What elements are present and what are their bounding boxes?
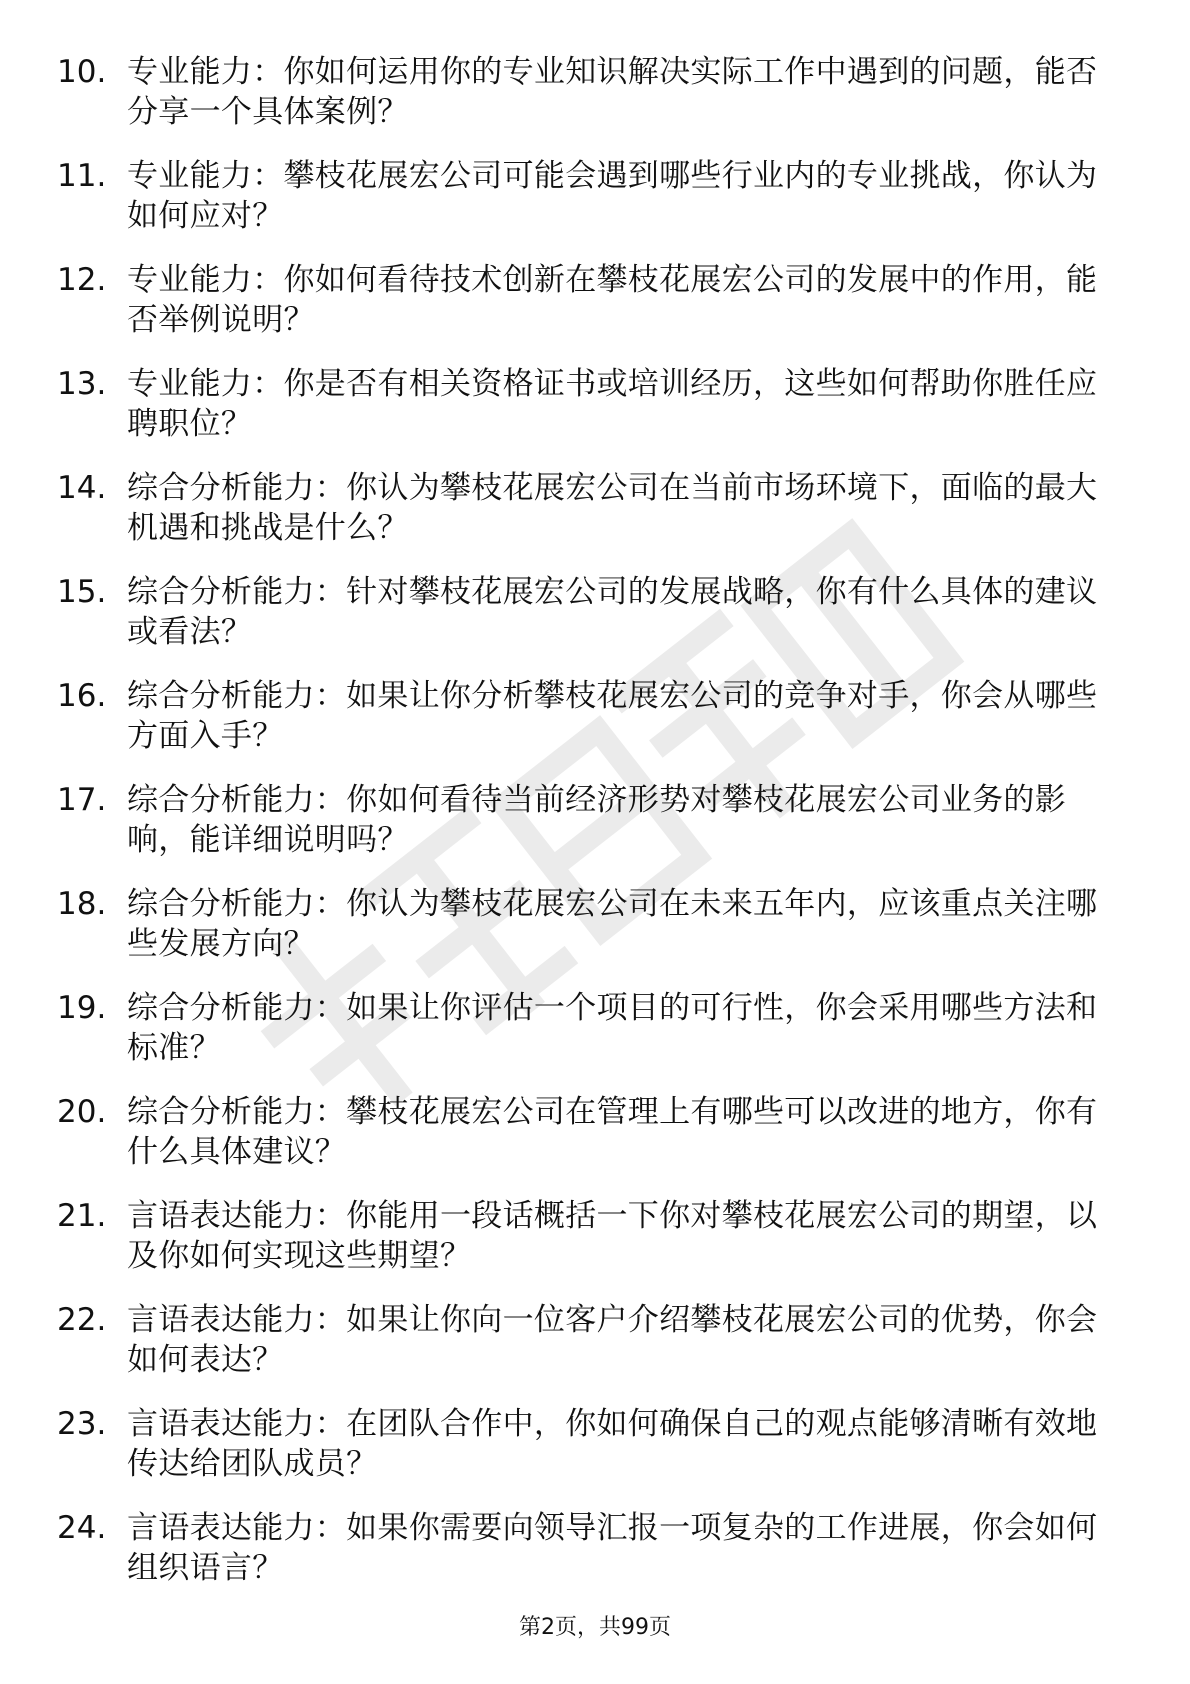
question-text: 专业能力：你是否有相关资格证书或培训经历，这些如何帮助你胜任应聘职位？ bbox=[127, 366, 1098, 442]
question-number: 11. bbox=[57, 158, 107, 194]
question-item bbox=[0, 676, 1190, 780]
question-text: 综合分析能力：你认为攀枝花展宏公司在当前市场环境下，面临的最大机遇和挑战是什么？ bbox=[127, 470, 1098, 546]
question-item bbox=[0, 780, 1190, 884]
question-text: 专业能力：攀枝花展宏公司可能会遇到哪些行业内的专业挑战，你认为如何应对？ bbox=[127, 158, 1098, 234]
question-number: 15. bbox=[57, 574, 107, 610]
question-text: 言语表达能力：如果你需要向领导汇报一项复杂的工作进展，你会如何组织语言？ bbox=[127, 1510, 1098, 1586]
question-item bbox=[0, 1404, 1190, 1508]
question-list bbox=[0, 52, 1190, 1612]
question-text: 综合分析能力：如果让你分析攀枝花展宏公司的竞争对手，你会从哪些方面入手？ bbox=[127, 678, 1098, 754]
question-number: 17. bbox=[57, 782, 107, 818]
question-number: 14. bbox=[57, 470, 107, 506]
question-text: 言语表达能力：在团队合作中，你如何确保自己的观点能够清晰有效地传达给团队成员？ bbox=[127, 1406, 1098, 1482]
question-text: 综合分析能力：针对攀枝花展宏公司的发展战略，你有什么具体的建议或看法？ bbox=[127, 574, 1098, 650]
question-number: 12. bbox=[57, 262, 107, 298]
question-number: 13. bbox=[57, 366, 107, 402]
question-item bbox=[0, 572, 1190, 676]
question-item bbox=[0, 884, 1190, 988]
question-item bbox=[0, 988, 1190, 1092]
question-number: 24. bbox=[57, 1510, 107, 1546]
question-item bbox=[0, 260, 1190, 364]
question-number: 23. bbox=[57, 1406, 107, 1442]
question-text: 综合分析能力：你如何看待当前经济形势对攀枝花展宏公司业务的影响，能详细说明吗？ bbox=[127, 782, 1066, 858]
question-number: 20. bbox=[57, 1094, 107, 1130]
question-text: 言语表达能力：如果让你向一位客户介绍攀枝花展宏公司的优势，你会如何表达？ bbox=[127, 1302, 1098, 1378]
question-item bbox=[0, 1196, 1190, 1300]
page-footer: 第2页，共99页 bbox=[519, 1615, 671, 1640]
question-number: 21. bbox=[57, 1198, 107, 1234]
question-number: 18. bbox=[57, 886, 107, 922]
question-number: 10. bbox=[57, 54, 107, 90]
question-number: 19. bbox=[57, 990, 107, 1026]
question-item bbox=[0, 52, 1190, 156]
question-text: 综合分析能力：攀枝花展宏公司在管理上有哪些可以改进的地方，你有什么具体建议？ bbox=[127, 1094, 1098, 1170]
question-text: 综合分析能力：你认为攀枝花展宏公司在未来五年内，应该重点关注哪些发展方向？ bbox=[127, 886, 1098, 962]
question-item bbox=[0, 364, 1190, 468]
question-text: 专业能力：你如何运用你的专业知识解决实际工作中遇到的问题，能否分享一个具体案例？ bbox=[127, 54, 1098, 130]
question-item bbox=[0, 156, 1190, 260]
question-item bbox=[0, 468, 1190, 572]
question-text: 专业能力：你如何看待技术创新在攀枝花展宏公司的发展中的作用，能否举例说明？ bbox=[127, 262, 1098, 338]
question-item bbox=[0, 1092, 1190, 1196]
question-item bbox=[0, 1300, 1190, 1404]
question-number: 16. bbox=[57, 678, 107, 714]
question-number: 22. bbox=[57, 1302, 107, 1338]
question-item bbox=[0, 1508, 1190, 1612]
question-text: 综合分析能力：如果让你评估一个项目的可行性，你会采用哪些方法和标准？ bbox=[127, 990, 1098, 1066]
question-text: 言语表达能力：你能用一段话概括一下你对攀枝花展宏公司的期望，以及你如何实现这些期望？ bbox=[127, 1198, 1098, 1274]
